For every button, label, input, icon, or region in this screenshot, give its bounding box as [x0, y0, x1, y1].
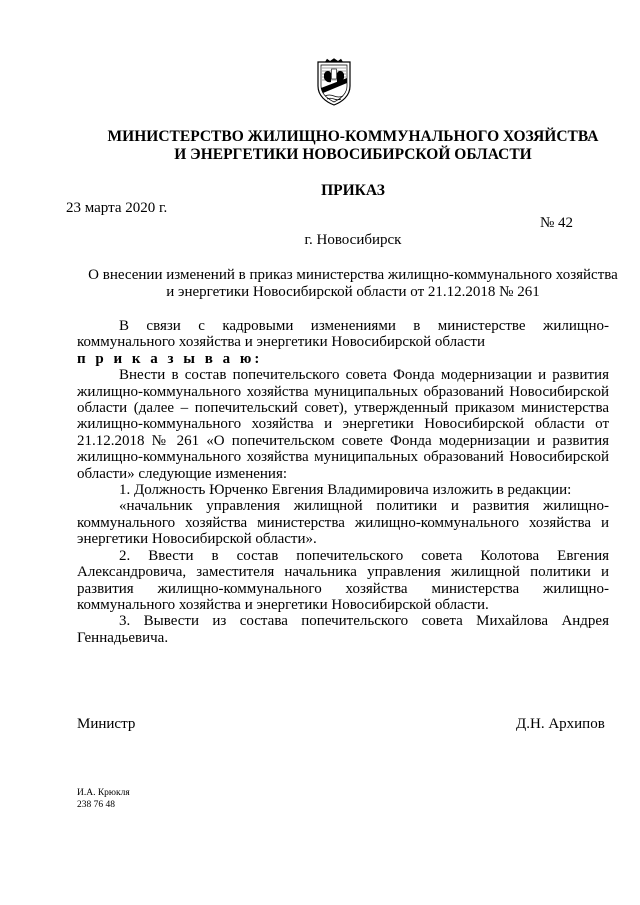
intro-text: В связи с кадровыми изменениями в министерстве жилищно-коммунального хозяйства и энергетики Новосибирской области — [77, 318, 609, 351]
document-number: № 42 — [540, 215, 574, 231]
item-2: 2. Ввести в состав попечительского совета Колотова Евгения Александровича, заместителя начальника управления жилищной политики и развития жилищно-коммунального хозяйства министерства жилищно-коммунального хозяйства и энергетики Новосибирской области. — [77, 547, 609, 613]
document-subject — [60, 267, 640, 301]
coat-of-arms-icon — [315, 58, 353, 106]
order-word-paragraph — [77, 351, 609, 367]
document-date: 23 марта 2020 г. — [66, 200, 168, 216]
ministry-name-line1: МИНИСТЕРСТВО ЖИЛИЩНО-КОММУНАЛЬНОГО ХОЗЯЙСТВА — [107, 128, 599, 145]
paragraph-main: Внести в состав попечительского совета Фонда модернизации и развития жилищно-коммунального хозяйства муниципальных образований Новосибирской области (далее – попечительский совет), утвержденный приказом министерства жилищно-коммунального хозяйства и энергетики Новосибирской области от 21.12.2018 № 261 «О попечительском совете Фонда модернизации и развития жилищно-коммунального хозяйства муниципальных образований Новосибирской области» следующие изменения: — [77, 367, 609, 482]
executor-info — [77, 787, 130, 811]
order-word: п р и к а з ы в а ю: — [77, 350, 263, 367]
document-type-title: ПРИКАЗ — [321, 182, 385, 199]
item-3: 3. Вывести из состава попечительского совета Михайлова Андрея Геннадьевича. — [77, 613, 609, 646]
document-city: г. Новосибирск — [304, 232, 402, 248]
executor-name: И.А. Крюкля — [77, 788, 130, 798]
ministry-name — [60, 128, 640, 164]
subject-line2: и энергетики Новосибирской области от 21.12.2018 № 261 — [166, 284, 540, 300]
signature-position: Министр — [77, 716, 136, 732]
document-body — [77, 318, 609, 646]
executor-phone: 238 76 48 — [77, 800, 115, 810]
subject-line1: О внесении изменений в приказ министерства жилищно-коммунального хозяйства — [88, 267, 618, 283]
item-1-quote: «начальник управления жилищной политики и развития жилищно-коммунального хозяйства министерства жилищно-коммунального хозяйства и энергетики Новосибирской области». — [77, 498, 609, 548]
intro-paragraph — [77, 318, 609, 351]
item-1: 1. Должность Юрченко Евгения Владимировича изложить в редакции: — [119, 482, 572, 499]
ministry-name-line2: И ЭНЕРГЕТИКИ НОВОСИБИРСКОЙ ОБЛАСТИ — [174, 146, 532, 163]
signature-name: Д.Н. Архипов — [516, 716, 605, 732]
